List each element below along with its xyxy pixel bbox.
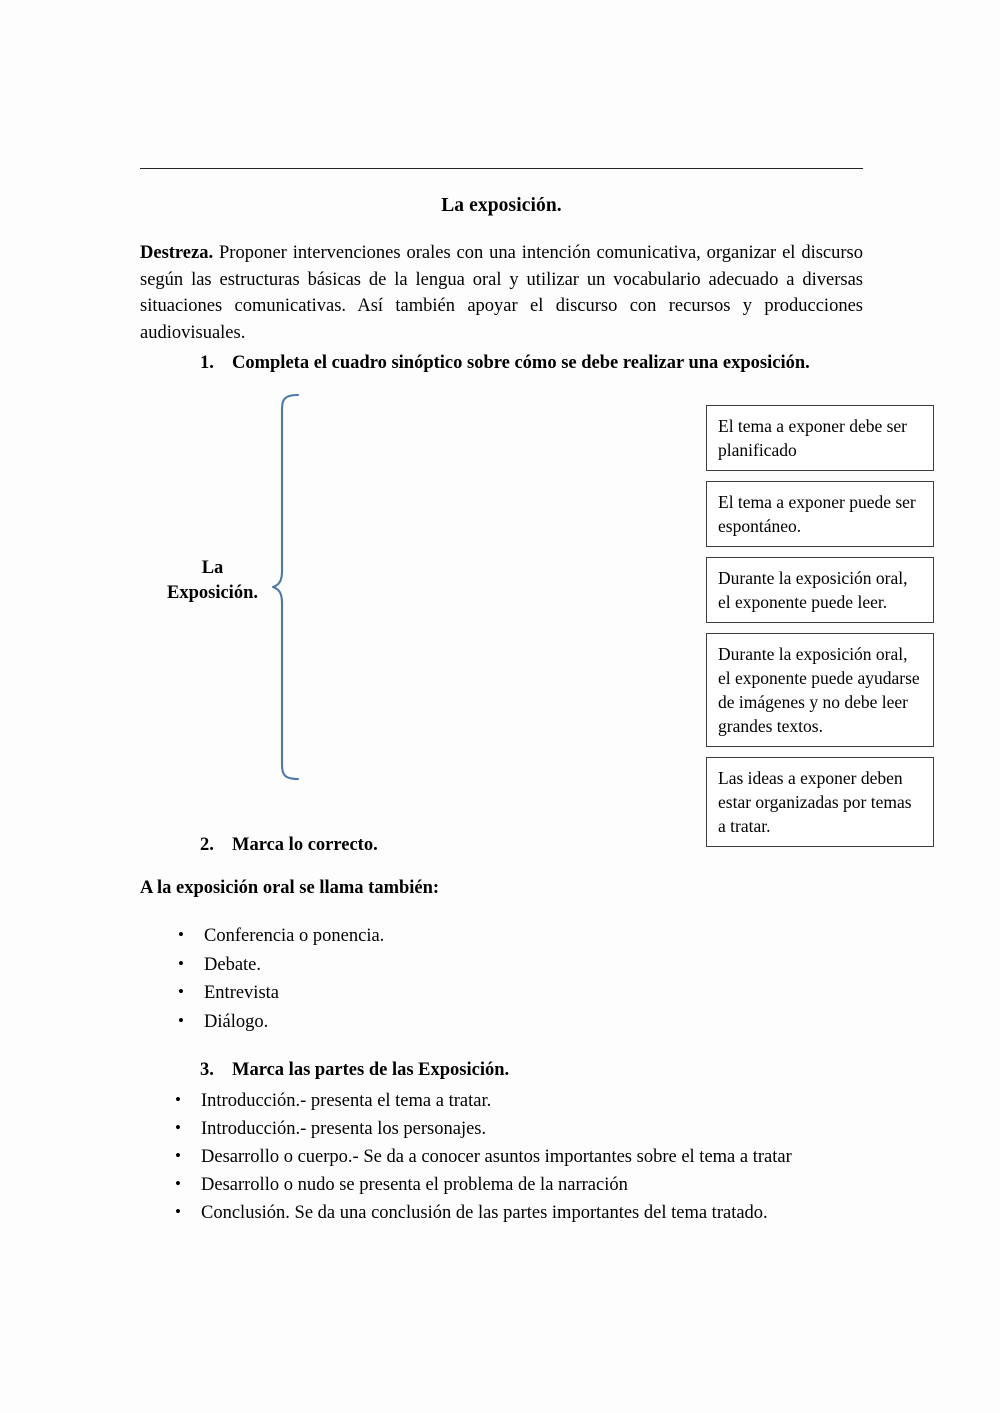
list-item[interactable]: • Introducción.- presenta el tema a tratar. <box>173 1087 792 1115</box>
exercise-3-label: Marca las partes de las Exposición. <box>232 1060 510 1080</box>
exercise-2-subheading: A la exposición oral se llama también: <box>140 878 440 898</box>
list-item[interactable]: • Introducción.- presenta los personajes. <box>173 1115 792 1143</box>
diagram-branch-box: Durante la exposición oral, el exponente puede leer. <box>706 557 934 623</box>
list-item[interactable]: • Desarrollo o cuerpo.- Se da a conocer asuntos importantes sobre el tema a tratar <box>173 1143 792 1171</box>
diagram-branch-box: Las ideas a exponer deben estar organizadas por temas a tratar. <box>706 757 934 847</box>
exercise-1-label: Completa el cuadro sinóptico sobre cómo se debe realizar una exposición. <box>232 353 810 373</box>
exercise-3-number: 3. <box>200 1060 214 1080</box>
destreza-body: Proponer intervenciones orales con una intención comunicativa, organizar el discurso según las estructuras básicas de la lengua oral y utilizar un vocabulario adecuado a diversas situaciones comunicativas. Así también apoyar el discurso con recursos y producciones audiovisuales. <box>140 243 863 343</box>
destreza-paragraph <box>140 240 863 346</box>
list-item[interactable]: • Conclusión. Se da una conclusión de las partes importantes del tema tratado. <box>173 1199 792 1227</box>
diagram-branch-box: Durante la exposición oral, el exponente puede ayudarse de imágenes y no debe leer grandes textos. <box>706 633 934 747</box>
list-item[interactable]: • Conferencia o ponencia. <box>176 922 384 951</box>
curly-brace-icon <box>272 393 306 781</box>
diagram-root-label-line1: La <box>201 558 224 578</box>
diagram-root-label-line2: Exposición. <box>167 583 258 603</box>
header-divider-rule <box>140 168 863 169</box>
exercise-2-heading <box>200 835 378 856</box>
exercise-1-heading <box>200 353 810 374</box>
page-title: La exposición. <box>441 195 562 216</box>
diagram-branch-box: El tema a exponer debe ser planificado <box>706 405 934 471</box>
destreza-label: Destreza. <box>140 243 214 263</box>
exercise-2-number: 2. <box>200 835 214 855</box>
list-item[interactable]: • Debate. <box>176 951 384 980</box>
exercise-3-heading <box>200 1060 509 1081</box>
exercise-2-options <box>176 922 384 1036</box>
list-item[interactable]: • Entrevista <box>176 979 384 1008</box>
diagram-branch-boxes <box>706 405 934 857</box>
exercise-3-options <box>173 1087 792 1227</box>
list-item[interactable]: • Diálogo. <box>176 1008 384 1037</box>
diagram-branch-box: El tema a exponer puede ser espontáneo. <box>706 481 934 547</box>
diagram-root-label <box>150 556 275 606</box>
exercise-2-label: Marca lo correcto. <box>232 835 378 855</box>
diagram-curly-brace <box>272 393 306 781</box>
list-item[interactable]: • Desarrollo o nudo se presenta el problema de la narración <box>173 1171 792 1199</box>
exercise-1-number: 1. <box>200 353 214 373</box>
